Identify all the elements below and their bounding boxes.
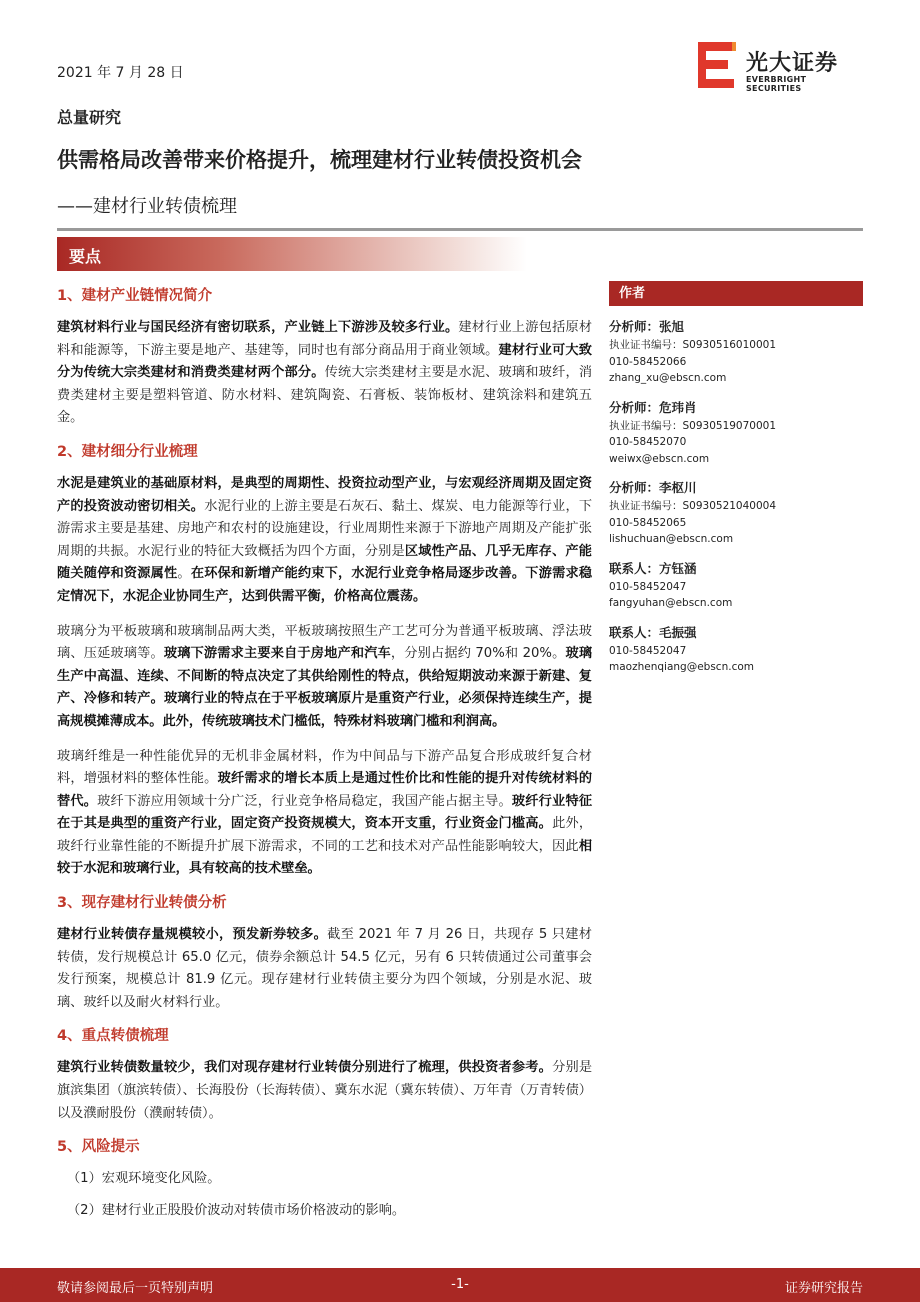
author-name: 联系人：毛振强 [609, 624, 697, 640]
report-date: 2021 年 7 月 28 日 [57, 65, 184, 81]
bold-text: 建筑行业转债数量较少，我们对现存建材行业转债分别进行了梳理，供投资者参考。 [57, 1060, 553, 1076]
section-paragraph [57, 1057, 592, 1125]
main-content [57, 286, 592, 1232]
bold-text: 在环保和新增产能约束下，水泥行业竞争格局逐步改善。下游需求稳定情况下，水泥企业协同生产，达到供需平衡，价格高位震荡。 [57, 566, 593, 604]
page-footer [0, 1268, 920, 1302]
author-card [609, 559, 863, 612]
author-card [609, 317, 863, 387]
author-info: 010-58452047 [609, 644, 687, 657]
author-email[interactable]: fangyuhan@ebscn.com [609, 597, 733, 609]
author-info: 010-58452070 [609, 436, 687, 448]
author-email[interactable]: lishuchuan@ebscn.com [609, 533, 734, 545]
section-heading: 5、风险提示 [57, 1139, 140, 1156]
body-text: 水泥行业的上游主要是石灰石、黏土、煤炭、电力能源等行业，下游需求主要是基建、房地产和农村的设施建设，行业周期性来源于下游地产周期及产能扩张周期的共振。水泥行业的特征大致概括为四个方面，分别是 [57, 498, 593, 559]
author-info: 执业证书编号：S0930521040004 [609, 500, 777, 512]
author-sidebar [609, 281, 863, 676]
section-paragraph [57, 473, 592, 609]
body-text: 玻纤下游应用领域十分广泛，行业竞争格局稳定，我国产能占据主导。 [97, 793, 512, 809]
author-email[interactable]: zhang_xu@ebscn.com [609, 372, 727, 384]
keypoints-label: 要点 [69, 247, 102, 266]
author-card [609, 623, 863, 676]
section-paragraph [57, 317, 592, 430]
page-number: -1- [451, 1277, 469, 1292]
risk-item: （1）宏观环境变化风险。 [67, 1171, 221, 1187]
author-info: 010-58452065 [609, 516, 687, 529]
keypoints-banner [57, 237, 527, 271]
body-text: 玻璃纤维是一种性能优异的无机非金属材料，作为中间品与下游产品复合形成玻纤复合材料，增强材料的整体性能。 [57, 748, 592, 787]
bold-text: 玻纤需求的增长本质上是通过性价比和性能的提升对传统材料的替代。 [57, 771, 593, 809]
body-text: 。 [177, 566, 191, 582]
logo-english-name: EVERBRIGHT SECURITIES [746, 75, 807, 93]
bold-text: 玻璃生产中高温、连续、不间断的特点决定了其供给刚性的特点，供给短期波动来源于新建、复产、冷修和转产。玻璃行业的特点在于平板玻璃原片是重资产行业，必须保持连续生产，提高规模摊薄成本。此外，传统玻璃技术门槛低，特殊材料玻璃门槛和利润高。 [57, 646, 593, 729]
section-heading: 3、现存建材行业转债分析 [57, 895, 227, 912]
author-email[interactable]: weiwx@ebscn.com [609, 452, 710, 465]
author-name: 分析师：危玮肖 [609, 399, 697, 415]
bold-text: 区域性产品、几乎无库存、产能随关随停和资源属性 [57, 543, 592, 582]
author-info: 执业证书编号：S0930519070001 [609, 419, 777, 432]
body-text: 建材行业上游包括原材料和能源等，下游主要是地产、基建等，同时也有部分商品用于商业领域。 [57, 320, 593, 358]
author-info: 010-58452047 [609, 580, 687, 593]
bold-text: 相较于水泥和玻璃行业，具有较高的技术壁垒。 [57, 838, 592, 877]
everbright-logo-icon [694, 40, 738, 90]
bold-text: 建材行业转债存量规模较小，预发新券较多。 [57, 927, 328, 943]
bold-text: 建筑材料行业与国民经济有密切联系，产业链上下游涉及较多行业。 [57, 320, 459, 335]
author-info: 执业证书编号：S0930516010001 [609, 339, 777, 351]
body-text: 玻璃分为平板玻璃和玻璃制品两大类，平板玻璃按照生产工艺可分为普通平板玻璃、浮法玻璃、压延玻璃等。 [57, 623, 592, 662]
section-heading: 2、建材细分行业梳理 [57, 443, 198, 460]
bold-text: 玻纤行业特征在于其是典型的重资产行业，固定资产投资规模大，资本开支重，行业资金门槛高。 [57, 793, 593, 832]
body-text: 此外，玻纤行业靠性能的不断提升扩展下游需求，不同的工艺和技术对产品性能影响较大，因此 [57, 816, 593, 854]
author-name: 分析师：张旭 [609, 319, 685, 334]
report-subtitle: ——建材行业转债梳理 [57, 196, 237, 217]
author-heading: 作者 [609, 281, 863, 306]
author-email[interactable]: maozhenqiang@ebscn.com [609, 661, 754, 673]
footer-report-type: 证券研究报告 [784, 1281, 863, 1296]
section-paragraph [57, 621, 592, 734]
body-text: 分别是旗滨集团（旗滨转债）、长海股份（长海转债）、冀东水泥（冀东转债）、万年青（万青转债）以及濮耐股份（濮耐转债）。 [57, 1060, 593, 1121]
body-text: 传统大宗类建材主要是水泥、玻璃和玻纤，消费类建材主要是塑料管道、防水材料、建筑陶瓷、石膏板、装饰板材、建筑涂料和建筑五金。 [57, 365, 593, 426]
section-paragraph [57, 924, 592, 1014]
section-heading: 4、重点转债梳理 [57, 1028, 169, 1045]
risk-item: （2）建材行业正股股价波动对转债市场价格波动的影响。 [67, 1203, 406, 1219]
report-title: 供需格局改善带来价格提升，梳理建材行业转债投资机会 [57, 148, 582, 172]
bold-text: 玻璃下游需求主要来自于房地产和汽车 [163, 646, 391, 662]
title-divider [57, 228, 863, 231]
author-name: 分析师：李枢川 [609, 480, 697, 495]
logo-chinese-name: 光大证券 [746, 51, 839, 76]
bold-text: 水泥是建筑业的基础原材料，是典型的周期性、投资拉动型产业，与宏观经济周期及固定资产的投资波动密切相关。 [57, 475, 592, 514]
company-logo [694, 40, 864, 93]
report-category: 总量研究 [57, 108, 122, 127]
author-info: 010-58452066 [609, 355, 687, 368]
section-paragraph [57, 746, 592, 882]
section-heading: 1、建材产业链情况简介 [57, 288, 213, 304]
body-text: 截至 2021 年 7 月 26 日，共现存 5 只建材转债，发行规模总计 65.0 亿元，债券余额总计 54.5 亿元，另有 6 只转债通过公司董事会发行预案，规模总计 81.9 亿元。现存建材行业转债主要分为四个领域，分别是水泥、玻璃、玻纤以及耐火材料行业。 [57, 927, 592, 1010]
author-name: 联系人：方钰涵 [609, 560, 697, 576]
author-card [609, 398, 863, 468]
author-card [609, 478, 863, 548]
bold-text: 建材行业可大致分为传统大宗类建材和消费类建材两个部分。 [57, 342, 592, 381]
author-list [609, 317, 863, 676]
footer-disclaimer[interactable]: 敬请参阅最后一页特别声明 [57, 1281, 214, 1296]
body-text: ，分别占据约 70%和 20%。 [390, 646, 566, 662]
